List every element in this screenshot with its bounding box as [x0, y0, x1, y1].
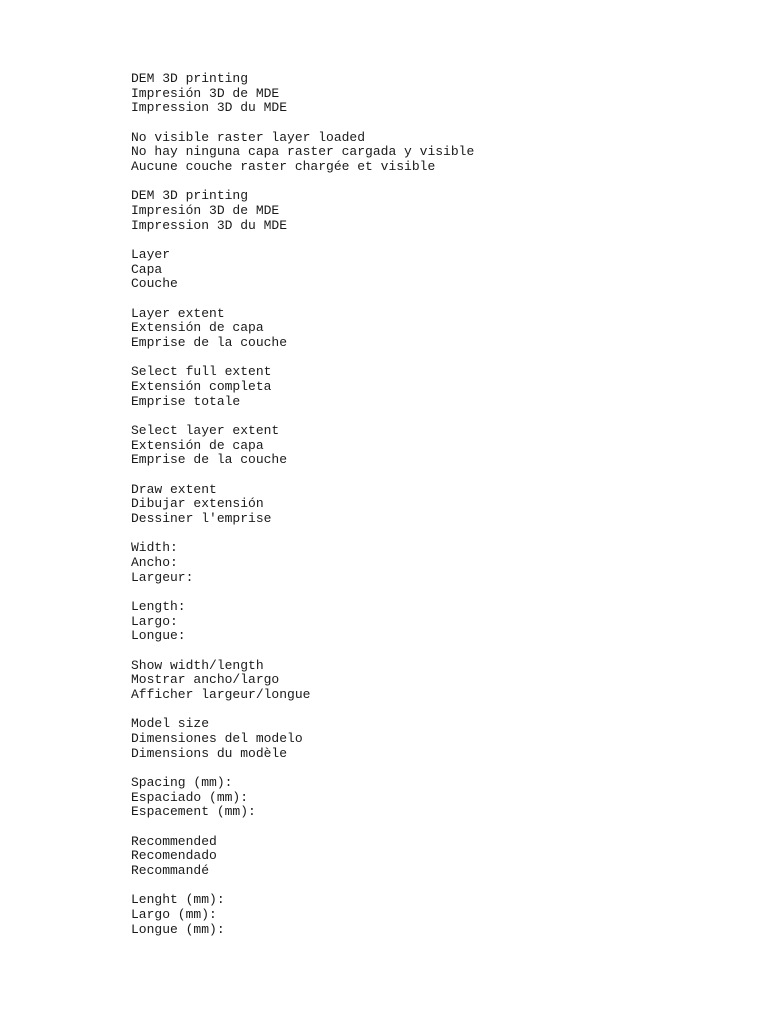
french-line: Impression 3D du MDE	[131, 100, 288, 116]
french-line: Espacement (mm):	[131, 804, 256, 820]
string-group-width	[131, 541, 731, 585]
string-group-layer	[131, 248, 731, 292]
english-line: DEM 3D printing	[131, 188, 249, 204]
french-line: Recommandé	[131, 862, 210, 878]
spanish-line: Mostrar ancho/largo	[131, 672, 280, 688]
spanish-line: Extensión de capa	[131, 320, 264, 336]
spanish-line: Capa	[131, 261, 163, 277]
french-line: Longue:	[131, 628, 186, 644]
french-line: Longue (mm):	[131, 921, 225, 937]
french-line: Dimensions du modèle	[131, 745, 288, 761]
english-line: Recommended	[131, 833, 217, 849]
string-group-model-size	[131, 717, 731, 761]
english-line: Layer	[131, 246, 171, 262]
string-group-draw-extent	[131, 483, 731, 527]
spanish-line: Impresión 3D de MDE	[131, 203, 280, 218]
string-group-select-layer-extent	[131, 424, 731, 468]
string-group-layer-extent	[131, 307, 731, 351]
english-line: Select full extent	[131, 364, 272, 380]
french-line: Afficher largeur/longue	[131, 686, 311, 702]
french-line: Largeur:	[131, 569, 194, 585]
english-line: Show width/length	[131, 657, 264, 673]
spanish-line: Largo (mm):	[131, 906, 217, 922]
french-line: Couche	[131, 276, 178, 292]
string-group-show-width-length	[131, 659, 731, 703]
english-line: DEM 3D printing	[131, 71, 249, 86]
spanish-line: Recomendado	[131, 848, 217, 864]
string-group-dem-3d-printing	[131, 72, 731, 116]
spanish-line: No hay ninguna capa raster cargada y visible	[131, 144, 475, 160]
string-group-length-mm	[131, 893, 731, 937]
string-group-no-raster-layer	[131, 131, 731, 175]
english-line: No visible raster layer loaded	[131, 129, 366, 145]
string-group-recommended	[131, 835, 731, 879]
spanish-line: Ancho:	[131, 554, 178, 570]
spanish-line: Impresión 3D de MDE	[131, 85, 280, 101]
spanish-line: Extensión completa	[131, 378, 272, 394]
english-line: Width:	[131, 540, 178, 556]
english-line: Layer extent	[131, 305, 225, 321]
french-line: Aucune couche raster chargée et visible	[131, 159, 436, 175]
document-page	[131, 72, 731, 952]
french-line: Dessiner l'emprise	[131, 510, 272, 526]
english-line: Lenght (mm):	[131, 892, 225, 908]
string-group-dem-3d-printing-repeat	[131, 189, 731, 233]
french-line: Emprise de la couche	[131, 335, 288, 350]
spanish-line: Extensión de capa	[131, 437, 264, 453]
french-line: Impression 3D du MDE	[131, 217, 288, 233]
spanish-line: Dimensiones del modelo	[131, 730, 303, 746]
french-line: Emprise de la couche	[131, 452, 288, 468]
french-line: Emprise totale	[131, 393, 241, 409]
spanish-line: Dibujar extensión	[131, 496, 264, 512]
english-line: Model size	[131, 716, 210, 732]
english-line: Draw extent	[131, 481, 217, 497]
string-group-length	[131, 600, 731, 644]
string-group-spacing	[131, 776, 731, 820]
english-line: Length:	[131, 598, 186, 614]
english-line: Spacing (mm):	[131, 774, 233, 790]
spanish-line: Espaciado (mm):	[131, 789, 249, 805]
english-line: Select layer extent	[131, 422, 280, 438]
string-group-select-full-extent	[131, 365, 731, 409]
spanish-line: Largo:	[131, 613, 178, 629]
